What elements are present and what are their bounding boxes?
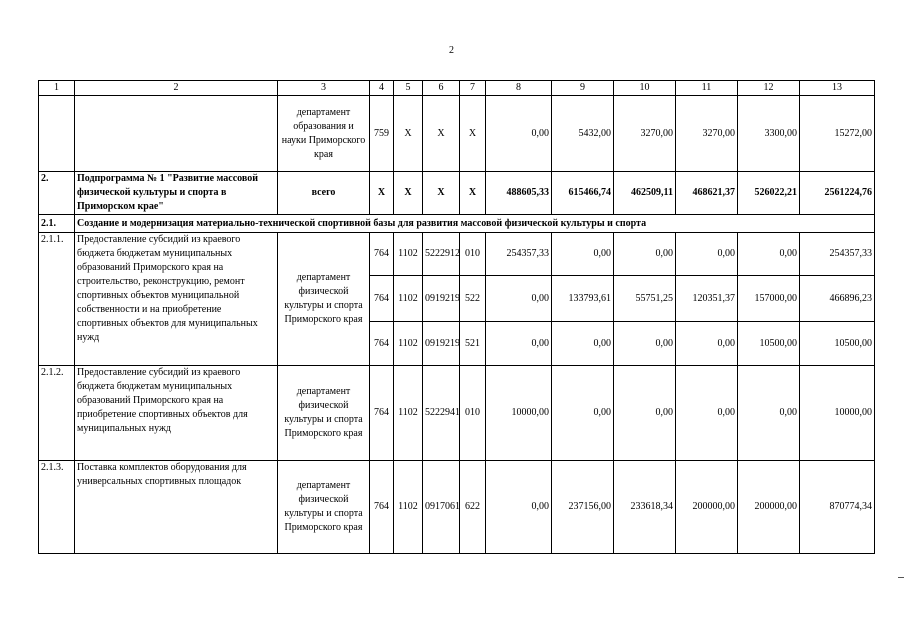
value-cell: 254357,33 [800,233,875,276]
code-cell: Х [460,172,486,215]
header-row [39,81,875,96]
value-cell: 615466,74 [552,172,614,215]
code-cell: 522 [460,276,486,322]
header-cell: 13 [800,81,875,96]
code-cell: 764 [370,322,394,366]
value-cell: 0,00 [486,276,552,322]
header-cell: 6 [423,81,460,96]
value-cell: 0,00 [486,461,552,554]
value-cell: 133793,61 [552,276,614,322]
value-cell: 3270,00 [614,96,676,172]
value-cell: 233618,34 [614,461,676,554]
value-cell: 526022,21 [738,172,800,215]
header-cell: 10 [614,81,676,96]
code-cell: 1102 [394,366,423,461]
value-cell: 466896,23 [800,276,875,322]
description-cell [75,96,278,172]
value-cell: 488605,33 [486,172,552,215]
code-cell: 759 [370,96,394,172]
code-cell: 622 [460,461,486,554]
code-cell: 764 [370,276,394,322]
header-cell: 1 [39,81,75,96]
value-cell: 0,00 [552,366,614,461]
row-number-cell: 2.1.2. [39,366,75,461]
description-cell: Предоставление субсидий из краевого бюджета бюджетам муниципальных образований Приморского края на приобретение спортивных объектов для муниципальных нужд [75,366,278,461]
executor-cell: департамент физической культуры и спорта Приморского края [278,233,370,366]
value-cell: 3270,00 [676,96,738,172]
section-row [39,215,875,233]
value-cell: 0,00 [676,233,738,276]
value-cell: 2561224,76 [800,172,875,215]
code-cell: 1102 [394,276,423,322]
value-cell: 10000,00 [486,366,552,461]
value-cell: 200000,00 [738,461,800,554]
value-cell: 55751,25 [614,276,676,322]
value-cell: 3300,00 [738,96,800,172]
code-cell: Х [460,96,486,172]
value-cell: 0,00 [614,322,676,366]
header-cell: 9 [552,81,614,96]
code-cell: 5222912 [423,233,460,276]
value-cell: 15272,00 [800,96,875,172]
code-cell: 010 [460,233,486,276]
value-cell: 0,00 [676,366,738,461]
table-row [39,96,875,172]
row-number-cell [39,96,75,172]
code-cell: Х [423,172,460,215]
value-cell: 0,00 [486,96,552,172]
row-number-cell: 2. [39,172,75,215]
code-cell: 0919219 [423,276,460,322]
value-cell: 0,00 [738,366,800,461]
value-cell: 0,00 [552,233,614,276]
value-cell: 0,00 [614,366,676,461]
value-cell: 10500,00 [738,322,800,366]
header-cell: 11 [676,81,738,96]
value-cell: 462509,11 [614,172,676,215]
code-cell: 010 [460,366,486,461]
header-cell: 12 [738,81,800,96]
code-cell: 1102 [394,322,423,366]
table-row [39,172,875,215]
header-cell: 4 [370,81,394,96]
value-cell: 10000,00 [800,366,875,461]
description-cell: Поставка комплектов оборудования для универсальных спортивных площадок [75,461,278,554]
value-cell: 0,00 [552,322,614,366]
code-cell: Х [370,172,394,215]
row-number-cell: 2.1.1. [39,233,75,366]
value-cell: 468621,37 [676,172,738,215]
value-cell: 120351,37 [676,276,738,322]
row-number-cell: 2.1.3. [39,461,75,554]
code-cell: 764 [370,233,394,276]
value-cell: 0,00 [614,233,676,276]
table-row [39,366,875,461]
budget-table [38,80,875,554]
executor-cell: департамент образования и науки Приморского края [278,96,370,172]
header-cell: 5 [394,81,423,96]
executor-cell: всего [278,172,370,215]
value-cell: 237156,00 [552,461,614,554]
page-number: 2 [449,45,454,56]
table-row [39,461,875,554]
value-cell: 157000,00 [738,276,800,322]
code-cell: 0917061 [423,461,460,554]
header-cell: 7 [460,81,486,96]
header-cell: 8 [486,81,552,96]
value-cell: 5432,00 [552,96,614,172]
value-cell: 254357,33 [486,233,552,276]
scan-mark [898,577,904,578]
code-cell: 1102 [394,233,423,276]
section-title-cell: Создание и модернизация материально-технической спортивной базы для развития массовой физической культуры и спорта [75,215,875,233]
table-row [39,233,875,276]
executor-cell: департамент физической культуры и спорта Приморского края [278,461,370,554]
code-cell: Х [394,96,423,172]
value-cell: 200000,00 [676,461,738,554]
code-cell: Х [394,172,423,215]
code-cell: 521 [460,322,486,366]
code-cell: 764 [370,461,394,554]
value-cell: 0,00 [676,322,738,366]
executor-cell: департамент физической культуры и спорта Приморского края [278,366,370,461]
code-cell: 5222941 [423,366,460,461]
value-cell: 10500,00 [800,322,875,366]
code-cell: 0919219 [423,322,460,366]
description-cell: Подпрограмма № 1 "Развитие массовой физической культуры и спорта в Приморском крае" [75,172,278,215]
header-cell: 3 [278,81,370,96]
header-cell: 2 [75,81,278,96]
code-cell: 1102 [394,461,423,554]
code-cell: 764 [370,366,394,461]
value-cell: 870774,34 [800,461,875,554]
code-cell: Х [423,96,460,172]
value-cell: 0,00 [486,322,552,366]
value-cell: 0,00 [738,233,800,276]
description-cell: Предоставление субсидий из краевого бюджета бюджетам муниципальных образований Приморского края на строительство, реконструкцию, ремонт спортивных объектов муниципальной собственности и на приобретение спортивных объектов для муниципальных нужд [75,233,278,366]
row-number-cell: 2.1. [39,215,75,233]
